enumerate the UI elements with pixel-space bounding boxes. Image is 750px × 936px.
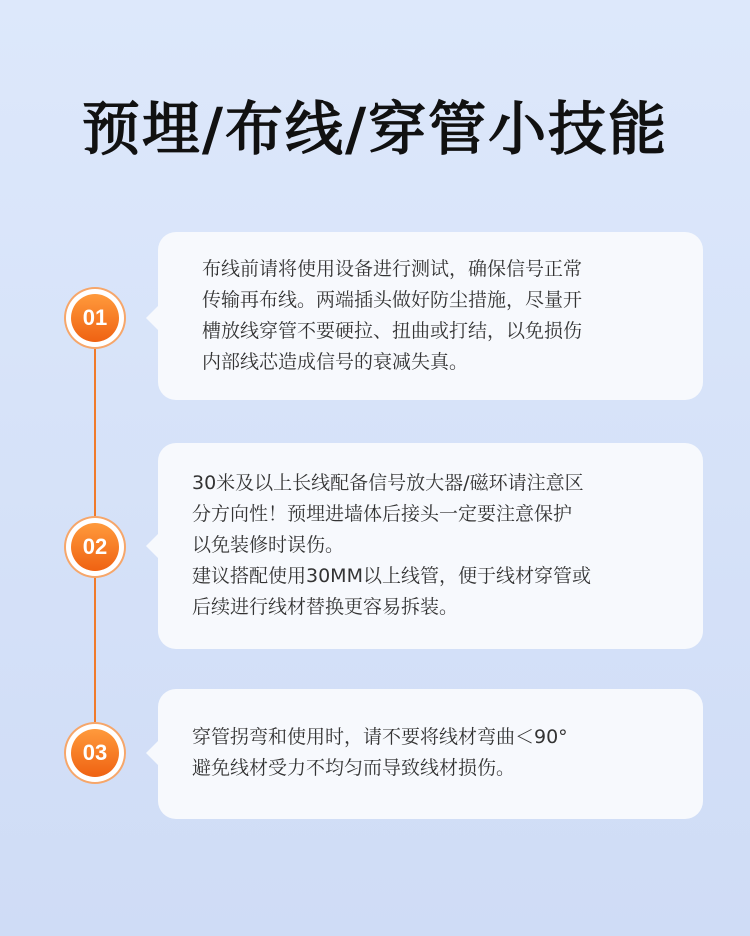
step-text: 30米及以上长线配备信号放大器/磁环请注意区 分方向性！预埋进墙体后接头一定要注意保护 以免装修时误伤。 建议搭配使用30MM以上线管，便于线材穿管或 后续进行线材替换更容易拆装。 xyxy=(192,472,591,618)
step-number: 01 xyxy=(71,294,119,342)
step-badge-01 xyxy=(66,289,124,347)
step-number: 02 xyxy=(71,523,119,571)
step-badge-02 xyxy=(66,518,124,576)
step-badge-03 xyxy=(66,724,124,782)
timeline-connector xyxy=(94,576,96,724)
step-card-01 xyxy=(158,232,703,400)
page-title: 预埋/布线/穿管小技能 xyxy=(81,95,669,163)
step-text: 布线前请将使用设备进行测试，确保信号正常 传输再布线。两端插头做好防尘措施，尽量开 槽放线穿管不要硬拉、扭曲或打结，以免损伤 内部线芯造成信号的衰减失真。 xyxy=(202,258,583,373)
step-text: 穿管拐弯和使用时，请不要将线材弯曲＜90° 避免线材受力不均匀而导致线材损伤。 xyxy=(192,726,568,779)
step-number: 03 xyxy=(71,729,119,777)
timeline-connector xyxy=(94,345,96,518)
step-card-02 xyxy=(158,443,703,649)
step-card-03 xyxy=(158,689,703,819)
